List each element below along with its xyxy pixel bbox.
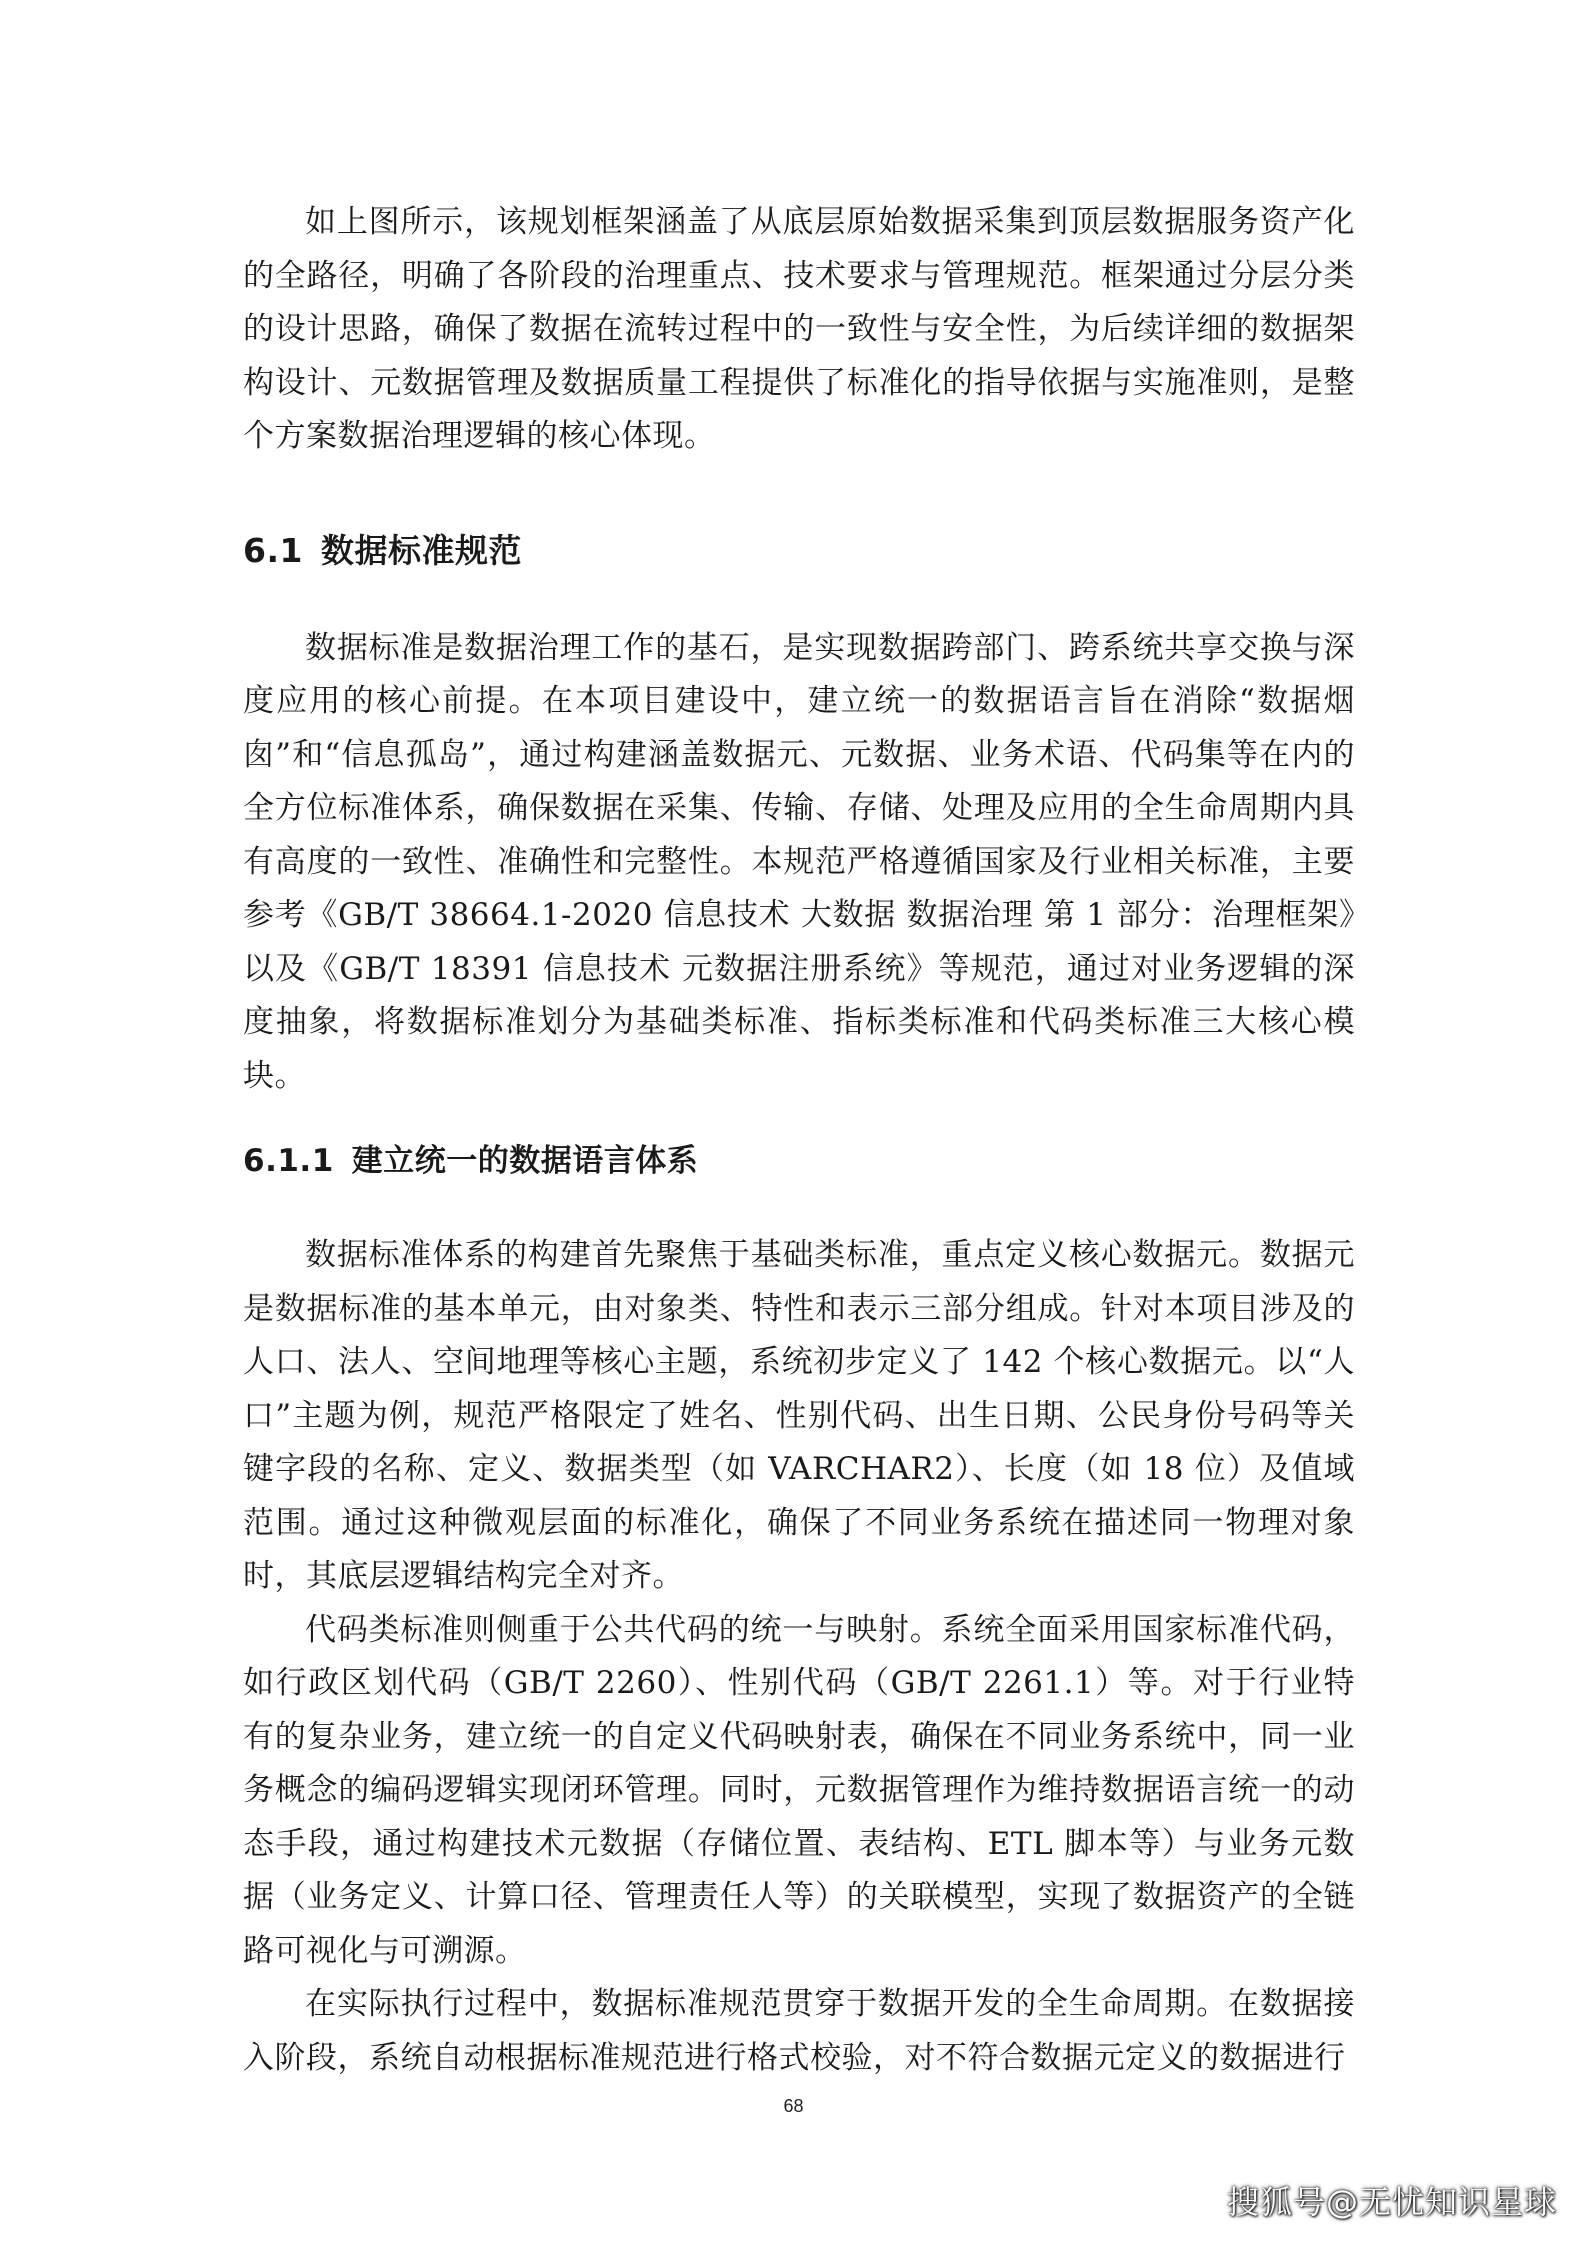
subsection-title: 建立统一的数据语言体系 <box>351 1143 699 1179</box>
section-heading-6-1 <box>243 526 1355 576</box>
section-title: 数据标准规范 <box>320 530 522 570</box>
intro-paragraph: 如上图所示，该规划框架涵盖了从底层原始数据采集到顶层数据服务资产化的全路径，明确了各阶段的治理重点、技术要求与管理规范。框架通过分层分类的设计思路，确保了数据在流转过程中的一致性与安全性，为后续详细的数据架构设计、元数据管理及数据质量工程提供了标准化的指导依据与实施准则，是整个方案数据治理逻辑的核心体现。 <box>243 204 1355 454</box>
subsection-number: 6.1.1 <box>243 1143 334 1179</box>
section-6-1-1-paragraph-3: 在实际执行过程中，数据标准规范贯穿于数据开发的全生命周期。在数据接入阶段，系统自动根据标准规范进行格式校验，对不符合数据元定义的数据进行 <box>243 1986 1355 2076</box>
watermark: 搜狐号@无忧知识星球 <box>1226 2183 1557 2221</box>
section-6-1-1-paragraph-1: 数据标准体系的构建首先聚焦于基础类标准，重点定义核心数据元。数据元是数据标准的基本单元，由对象类、特性和表示三部分组成。针对本项目涉及的人口、法人、空间地理等核心主题，系统初步定义了 142 个核心数据元。以“人口”主题为例，规范严格限定了姓名、性别代码、出生日期、公民身份号码等关键字段的名称、定义、数据类型（如 VARCHAR2）、长度（如 18 位）及值域范围。通过这种微观层面的标准化，确保了不同业务系统在描述同一物理对象时，其底层逻辑结构完全对齐。 <box>243 1237 1355 1594</box>
section-6-1-paragraph: 数据标准是数据治理工作的基石，是实现数据跨部门、跨系统共享交换与深度应用的核心前提。在本项目建设中，建立统一的数据语言旨在消除“数据烟囱”和“信息孤岛”，通过构建涵盖数据元、元数据、业务术语、代码集等在内的全方位标准体系，确保数据在采集、传输、存储、处理及应用的全生命周期内具有高度的一致性、准确性和完整性。本规范严格遵循国家及行业相关标准，主要参考《GB/T 38664.1-2020 信息技术 大数据 数据治理 第 1 部分：治理框架》以及《GB/T 18391 信息技术 元数据注册系统》等规范，通过对业务逻辑的深度抽象，将数据标准划分为基础类标准、指标类标准和代码类标准三大核心模块。 <box>243 629 1355 1094</box>
section-number: 6.1 <box>243 530 303 570</box>
section-heading-6-1-1 <box>243 1137 1355 1185</box>
section-6-1-1-paragraph-2: 代码类标准则侧重于公共代码的统一与映射。系统全面采用国家标准代码，如行政区划代码（GB/T 2260）、性别代码（GB/T 2261.1）等。对于行业特有的复杂业务，建立统一的自定义代码映射表，确保在不同业务系统中，同一业务概念的编码逻辑实现闭环管理。同时，元数据管理作为维持数据语言统一的动态手段，通过构建技术元数据（存储位置、表结构、ETL 脚本等）与业务元数据（业务定义、计算口径、管理责任人等）的关联模型，实现了数据资产的全链路可视化与可溯源。 <box>243 1611 1355 1969</box>
page-number: 68 <box>783 2096 804 2116</box>
page-content <box>243 196 1355 2085</box>
